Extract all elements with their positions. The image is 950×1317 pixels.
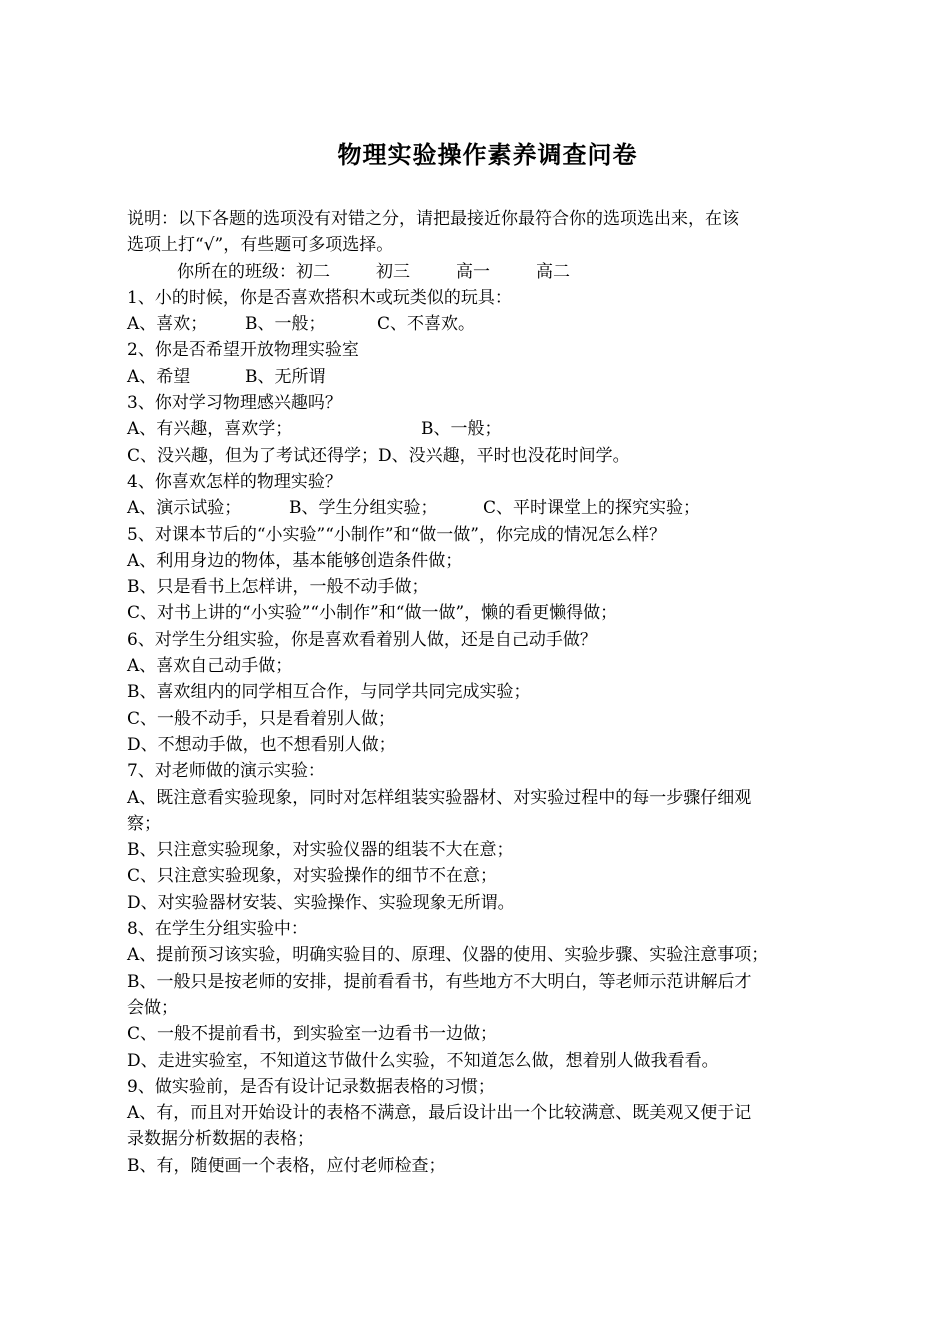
q4-option-b[interactable]: B、学生分组实验； <box>289 498 438 519</box>
intro-line-2: 选项上打“√”，有些题可多项选择。 <box>127 235 394 256</box>
q6-option-d[interactable]: D、不想动手做，也不想看别人做； <box>127 734 396 755</box>
question-4-options <box>127 495 853 521</box>
question-4: 4、你喜欢怎样的物理实验？ <box>127 471 342 492</box>
question-2-options <box>127 364 853 390</box>
q1-option-b[interactable]: B、一般； <box>245 314 326 335</box>
q6-option-b[interactable]: B、喜欢组内的同学相互合作，与同学共同完成实验； <box>127 682 531 703</box>
q5-option-b[interactable]: B、只是看书上怎样讲，一般不动手做； <box>127 577 429 598</box>
question-1-options <box>127 311 853 337</box>
q2-option-b[interactable]: B、无所谓 <box>245 366 326 387</box>
question-2: 2、你是否希望开放物理实验室 <box>127 340 359 361</box>
q1-option-c[interactable]: C、不喜欢。 <box>377 314 476 335</box>
q5-option-a[interactable]: A、利用身边的物体，基本能够创造条件做； <box>127 550 463 571</box>
q4-option-a[interactable]: A、演示试验； <box>127 498 242 519</box>
q2-option-a[interactable]: A、希望 <box>127 366 191 387</box>
class-row <box>127 259 853 285</box>
q4-option-c[interactable]: C、平时课堂上的探究实验； <box>483 498 701 519</box>
q3-options-c-d[interactable]: C、没兴趣，但为了考试还得学；D、没兴趣，平时也没花时间学。 <box>127 445 630 466</box>
q1-option-a[interactable]: A、喜欢； <box>127 314 208 335</box>
q6-option-a[interactable]: A、喜欢自己动手做； <box>127 656 293 677</box>
question-3: 3、你对学习物理感兴趣吗？ <box>127 393 342 414</box>
q7-option-b[interactable]: B、只注意实验现象，对实验仪器的组装不大在意； <box>127 840 514 861</box>
question-1: 1、小的时候，你是否喜欢搭积木或玩类似的玩具： <box>127 287 512 308</box>
document-title: 物理实验操作素养调查问卷 <box>337 140 638 169</box>
question-6: 6、对学生分组实验，你是喜欢看着别人做，还是自己动手做？ <box>127 629 597 650</box>
question-5: 5、对课本节后的“小实验”“小制作”和“做一做”，你完成的情况怎么样？ <box>127 524 666 545</box>
questionnaire-body <box>127 206 853 1179</box>
question-9: 9、做实验前，是否有设计记录数据表格的习惯； <box>127 1076 495 1097</box>
q8-option-c[interactable]: C、一般不提前看书，到实验室一边看书一边做； <box>127 1024 498 1045</box>
q7-option-a-line-2[interactable]: 察； <box>127 813 161 834</box>
q3-option-a[interactable]: A、有兴趣，喜欢学； <box>127 419 293 440</box>
q9-option-b[interactable]: B、有，随便画一个表格，应付老师检查； <box>127 1155 446 1176</box>
question-8: 8、在学生分组实验中： <box>127 919 308 940</box>
question-7: 7、对老师做的演示实验： <box>127 761 325 782</box>
q9-option-a-line-2[interactable]: 录数据分析数据的表格； <box>127 1129 314 1150</box>
q8-option-d[interactable]: D、走进实验室，不知道这节做什么实验，不知道怎么做，想着别人做我看看。 <box>127 1050 719 1071</box>
q8-option-a[interactable]: A、提前预习该实验，明确实验目的、原理、仪器的使用、实验步骤、实验注意事项； <box>127 945 769 966</box>
q3-option-b[interactable]: B、一般； <box>421 419 502 440</box>
intro-line-1: 说明：以下各题的选项没有对错之分，请把最接近你最符合你的选项选出来，在该 <box>127 209 739 229</box>
class-label: 你所在的班级： <box>177 261 296 282</box>
class-option-grade11[interactable]: 高二 <box>536 261 570 282</box>
q8-option-b-line-1[interactable]: B、一般只是按老师的安排，提前看看书，有些地方不大明白，等老师示范讲解后才 <box>127 971 752 992</box>
q8-option-b-line-2[interactable]: 会做； <box>127 997 178 1018</box>
q9-option-a-line-1[interactable]: A、有，而且对开始设计的表格不满意，最后设计出一个比较满意、既美观又便于记 <box>127 1103 752 1124</box>
class-option-grade9[interactable]: 初三 <box>376 261 410 282</box>
q5-option-c[interactable]: C、对书上讲的“小实验”“小制作”和“做一做”，懒的看更懒得做； <box>127 603 618 624</box>
q7-option-a-line-1[interactable]: A、既注意看实验现象，同时对怎样组装实验器材、对实验过程中的每一步骤仔细观 <box>127 787 752 808</box>
q7-option-d[interactable]: D、对实验器材安装、实验操作、实验现象无所谓。 <box>127 892 515 913</box>
question-3-options <box>127 416 853 442</box>
class-option-grade10[interactable]: 高一 <box>456 261 490 282</box>
q7-option-c[interactable]: C、只注意实验现象，对实验操作的细节不在意； <box>127 866 498 887</box>
q6-option-c[interactable]: C、一般不动手，只是看着别人做； <box>127 708 396 729</box>
class-option-grade8[interactable]: 初二 <box>296 261 330 282</box>
